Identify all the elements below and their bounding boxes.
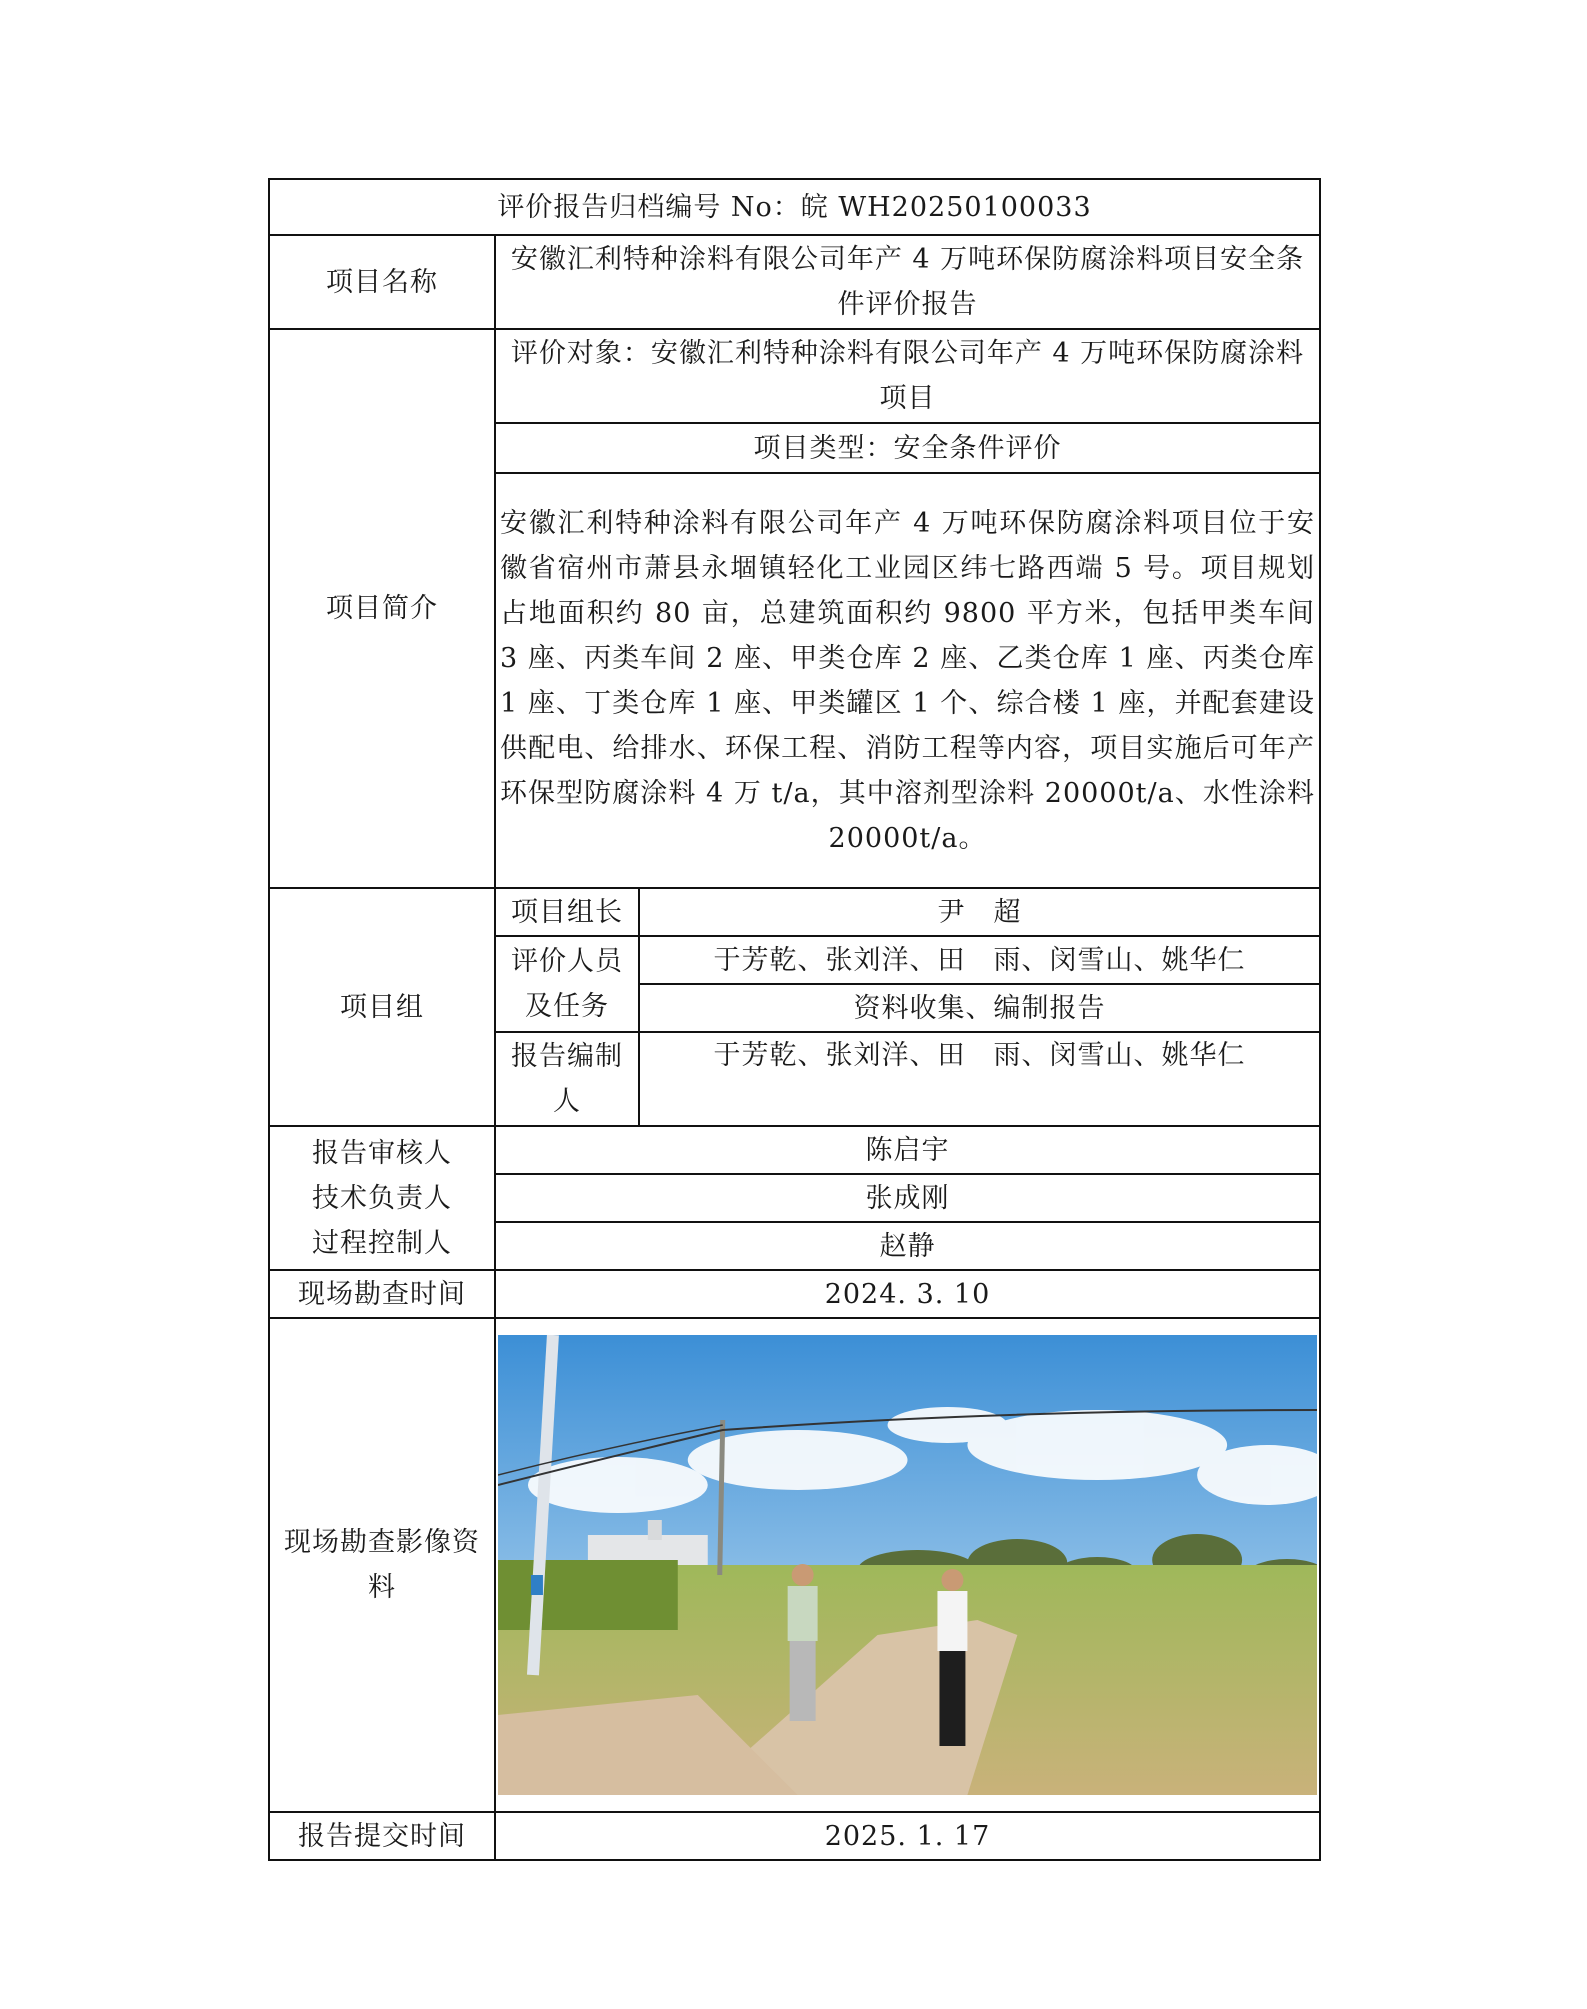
- submit-time-label: 报告提交时间: [269, 1812, 495, 1860]
- writers-label: 报告编制人: [495, 1032, 639, 1126]
- submit-time: 2025. 1. 17: [495, 1812, 1320, 1860]
- corn-field: [498, 1560, 678, 1630]
- team-tasks: 资料收集、编制报告: [639, 984, 1320, 1032]
- project-intro-label: 项目简介: [269, 329, 495, 888]
- members-label: 评价人员及任务: [495, 936, 639, 1032]
- tech-lead-label: 技术负责人: [312, 1182, 452, 1214]
- process-controller: 赵静: [495, 1222, 1320, 1270]
- project-description: 安徽汇利特种涂料有限公司年产 4 万吨环保防腐涂料项目位于安徽省宿州市萧县永堌镇轻化工业园区纬七路西端 5 号。项目规划占地面积约 80 亩，总建筑面积约 9800 平方米，包括甲类车间 3 座、丙类车间 2 座、甲类仓库 2 座、乙类仓库 1 座、丙类仓库 1 座、丁类仓库 1 座、甲类罐区 1 个、综合楼 1 座，并配套建设供配电、给排水、环保工程、消防工程等内容，项目实施后可年产环保型防腐涂料 4 万 t/a，其中溶剂型涂料 20000t/a、水性涂料 20000t/a。: [495, 473, 1320, 888]
- project-name-value: 安徽汇利特种涂料有限公司年产 4 万吨环保防腐涂料项目安全条件评价报告: [495, 235, 1320, 329]
- report-writers: 于芳乾、张刘洋、田 雨、闵雪山、姚华仁: [639, 1032, 1320, 1126]
- review-labels: [269, 1126, 495, 1270]
- reviewer: 陈启宇: [495, 1126, 1320, 1174]
- team-leader-label: 项目组长: [495, 888, 639, 936]
- evaluation-object: 评价对象：安徽汇利特种涂料有限公司年产 4 万吨环保防腐涂料项目: [495, 329, 1320, 423]
- project-team-label: 项目组: [269, 888, 495, 1126]
- evaluation-report-table: [268, 178, 1321, 1861]
- reviewer-label: 报告审核人: [312, 1137, 452, 1169]
- archive-number: 评价报告归档编号 No：皖 WH20250100033: [269, 179, 1320, 235]
- tech-lead: 张成刚: [495, 1174, 1320, 1222]
- process-controller-label: 过程控制人: [312, 1227, 452, 1259]
- team-members: 于芳乾、张刘洋、田 雨、闵雪山、姚华仁: [639, 936, 1320, 984]
- survey-photo-cell: [495, 1318, 1320, 1812]
- project-type: 项目类型：安全条件评价: [495, 423, 1320, 473]
- survey-photo-label: 现场勘查影像资料: [269, 1318, 495, 1812]
- survey-time-label: 现场勘查时间: [269, 1270, 495, 1318]
- person-right: [937, 1569, 967, 1746]
- team-leader: 尹 超: [639, 888, 1320, 936]
- survey-time: 2024. 3. 10: [495, 1270, 1320, 1318]
- site-survey-photo: [498, 1335, 1317, 1795]
- project-name-label: 项目名称: [269, 235, 495, 329]
- person-left: [788, 1564, 818, 1721]
